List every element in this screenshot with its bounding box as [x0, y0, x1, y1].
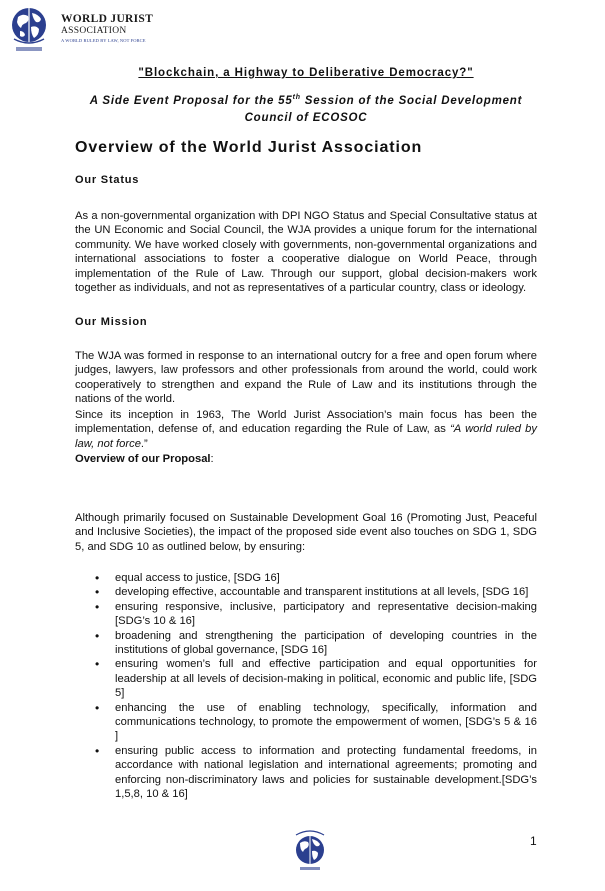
subtitle-superscript: th [292, 94, 301, 101]
list-item-text: broadening and strengthening the participation of developing countries in the institutions of global governance, [SDG 16] [115, 629, 537, 657]
page-heading: Overview of the World Jurist Association [75, 139, 423, 156]
bullet-icon: • [95, 657, 100, 672]
proposal-heading-text: Overview of our Proposal [75, 453, 211, 465]
list-item-text: developing effective, accountable and transparent institutions at all levels, [SDG 16] [115, 586, 529, 599]
mission-paragraph-2 [75, 408, 537, 451]
logo-tagline: A WORLD RULED BY LAW, NOT FORCE [61, 38, 146, 43]
list-item-text: ensuring public access to information and protecting fundamental freedoms, in accordance with national legislation and international agreements; promoting and enforcing non-discriminatory laws and policies for sustainable development.[SDG’s 1,5,8, 10 & 16] [115, 744, 537, 801]
globe-scales-icon [10, 5, 48, 55]
logo-name-line2: ASSOCIATION [61, 26, 127, 36]
bullet-icon: • [95, 599, 100, 614]
list-item [75, 629, 537, 658]
section-heading-mission: Our Mission [75, 316, 148, 328]
list-item-text: ensuring responsive, inclusive, participatory and representative decision-making [SDG’s 10 & 16] [115, 600, 537, 628]
bullet-icon: • [95, 700, 100, 715]
list-item-text: equal access to justice, [SDG 16] [115, 572, 280, 584]
header-logo [10, 5, 180, 55]
list-item [75, 744, 537, 802]
section-heading-status: Our Status [75, 174, 140, 186]
proposal-heading-colon: : [210, 453, 214, 465]
mission-quote: “A world ruled by law, not force [75, 423, 537, 450]
footer-logo-globe-icon [290, 825, 330, 875]
mission-paragraph-2-text: Since its inception in 1963, The World Jurist Association’s main focus has been the implementation, defense of, and education regarding the Rule of Law, as [75, 409, 537, 436]
mission-quote-end: .” [140, 437, 148, 450]
list-item [75, 600, 537, 629]
document-subtitle [75, 93, 537, 127]
bullet-icon: • [95, 585, 100, 600]
subtitle-pre: A Side Event Proposal for the 55 [89, 95, 293, 107]
logo-name-line1: WORLD JURIST [61, 13, 154, 25]
status-paragraph: As a non-governmental organization with DPI NGO Status and Special Consultative status at the UN Economic and Social Council, the WJA provides a unique forum for the international community. We have worked closely with governments, non-governmental organizations and international associations to foster a cooperative dialogue on World Peace, through implementation of the Rule of Law. Through our support, global decision-makers work together as individuals, and not as representatives of a particular country, class or ideology. [75, 210, 537, 295]
list-item-text: ensuring women’s full and effective participation and equal opportunities for leadership at all levels of decision-making in political, economic and public life, [SDG 5] [115, 658, 537, 700]
proposal-bullet-list [75, 571, 537, 802]
page-number: 1 [530, 834, 537, 848]
bullet-icon: • [95, 628, 100, 643]
list-item [75, 701, 537, 744]
bullet-icon: • [95, 743, 100, 758]
subtitle-post: Session of the Social Development Council of ECOSOC [244, 95, 523, 124]
list-item [75, 585, 537, 599]
list-item-text: enhancing the use of enabling technology, specifically, information and communications technology, to promote the empowerment of women, [SDG’s 5 & 16 ] [115, 701, 537, 743]
proposal-intro: Although primarily focused on Sustainable Development Goal 16 (Promoting Just, Peaceful and Inclusive Societies), the impact of the proposed side event also touches on SDG 1, SDG 5, and SDG 10 as outlined below, by ensuring: [75, 512, 537, 553]
mission-paragraph-1: The WJA was formed in response to an international outcry for a free and open forum where judges, lawyers, law professors and other professionals from around the world, could work cooperatively to strengthen and expand the Rule of Law and its institutions through the nations of the world. [75, 350, 537, 406]
bullet-icon: • [95, 571, 100, 585]
list-item [75, 571, 537, 585]
list-item [75, 657, 537, 700]
section-heading-proposal [75, 453, 214, 465]
document-title: "Blockchain, a Highway to Deliberative Democracy?" [138, 67, 474, 79]
